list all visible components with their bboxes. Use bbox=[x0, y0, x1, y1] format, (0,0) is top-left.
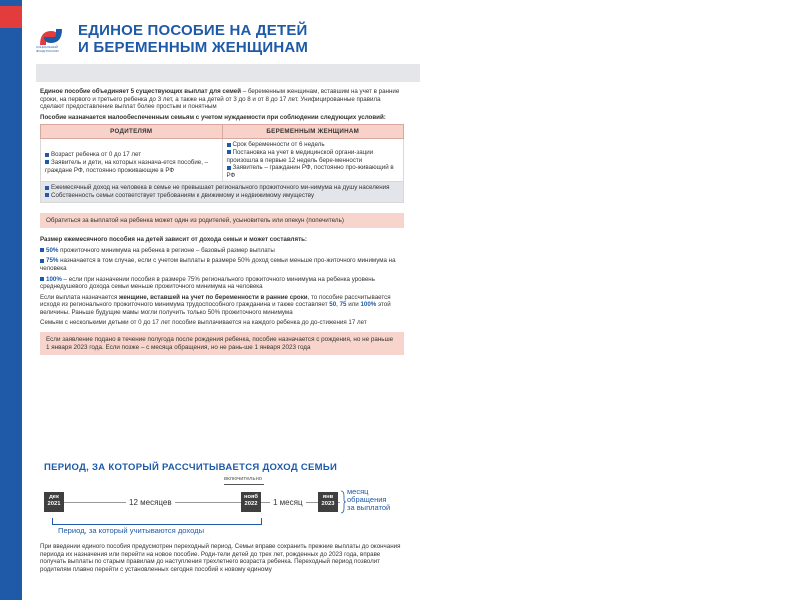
amount-item-75: 75% назначается в том случае, если с учетом выплаты в размере 50% доход семьи меньше про-житочного минимума на человека bbox=[40, 257, 396, 272]
bullet-icon bbox=[227, 143, 231, 147]
bullet-icon bbox=[45, 153, 49, 157]
main-content bbox=[40, 88, 404, 363]
date-box-nov-2022: нояб 2022 bbox=[241, 492, 261, 512]
income-period-label: Период, за который учитываются доходы bbox=[58, 526, 205, 535]
title-line-2: И БЕРЕМЕННЫМ ЖЕНЩИНАМ bbox=[78, 39, 309, 56]
bullet-icon bbox=[45, 193, 49, 197]
list-item: Собственность семьи соответствует требованиям к движимому и недвижимому имуществу bbox=[45, 192, 399, 200]
list-item: Срок беременности от 6 недель bbox=[227, 141, 400, 149]
note-application-timing: Если заявление подано в течение полугода после рождения ребенка, пособие назначается с рождения, но не раньше 1 января 2023 года. Если позже – с месяца обращения, но не рань-ше 1 января 2023 года bbox=[40, 332, 404, 355]
page-title bbox=[78, 22, 408, 56]
intro-paragraph: Единое пособие объединяет 5 существующих выплат для семей – беременным женщинам, вставшим на учет в ранние сроки, на первого и третьего ребенка до 3 лет, а также на детей от 3 до 8 и от 8 до 17 лет. Унифицированные правила сделают предоставление выплат более простым и понятным bbox=[40, 88, 400, 111]
bullet-icon bbox=[227, 166, 231, 170]
list-item: Заявитель и дети, на которых назнача-ется пособие, – граждане РФ, постоянно проживающие в РФ bbox=[45, 158, 209, 174]
one-month-label: 1 месяц bbox=[270, 498, 306, 507]
title-line-1: ЕДИНОЕ ПОСОБИЕ НА ДЕТЕЙ bbox=[78, 22, 308, 39]
list-item: Заявитель – гражданин РФ, постоянно про-живающий в РФ bbox=[226, 164, 394, 179]
list-item: Постановка на учет в медицинской органи-зации произошла в первые 12 недель бере-менности bbox=[226, 148, 374, 164]
note-who-applies: Обратиться за выплатой на ребенка может один из родителей, усыновитель или опекун (попечитель) bbox=[40, 213, 404, 229]
period-title: ПЕРИОД, ЗА КОТОРЫЙ РАССЧИТЫВАЕТСЯ ДОХОД СЕМЬИ bbox=[44, 462, 338, 473]
pregnant-paragraph: Если выплата назначается женщине, вставшей на учет по беременности в ранние сроки, то пособие рассчитывается исходя из регионального прожиточного минимума трудоспособного гражданина и также составляет 50, 75 или 100% этой величины. Раньше будущие мамы могли получить только 50% прожиточного минимума bbox=[40, 293, 391, 316]
column-header-parents: РОДИТЕЛЯМ bbox=[41, 125, 223, 139]
pregnant-conditions bbox=[222, 139, 404, 182]
application-month-label: месяц обращения за выплатой bbox=[347, 487, 391, 512]
amount-heading: Размер ежемесячного пособия на детей зависит от дохода семьи и может составлять: bbox=[40, 236, 307, 244]
brace-icon bbox=[340, 490, 346, 514]
inclusive-line bbox=[224, 484, 264, 485]
logo-text: СОЦИАЛЬНЫЙ ФОНД РОССИИ bbox=[36, 45, 59, 53]
side-stripe-red bbox=[0, 6, 22, 28]
bullet-icon bbox=[40, 277, 44, 281]
conditions-table bbox=[40, 124, 404, 202]
side-stripe bbox=[0, 90, 22, 600]
income-period-timeline bbox=[44, 476, 404, 536]
list-item: Возраст ребенка от 0 до 17 лет bbox=[45, 151, 218, 159]
bullet-icon bbox=[45, 186, 49, 190]
bullet-icon bbox=[45, 160, 49, 164]
header-divider-bar bbox=[36, 64, 420, 82]
date-box-dec-2021: дек 2021 bbox=[44, 492, 64, 512]
amount-item-50: 50% прожиточного минимума на ребенка в регионе – базовый размер выплаты bbox=[40, 247, 404, 255]
transition-paragraph: При введении единого пособия предусмотрен переходный период. Семьи вправе сохранить прежние выплаты до окончания периода их назначения или перейти на новое пособие. Роди-тели детей до трех лет, рожденных до 2023 года, вправе получать выплаты по старым правилам до наступления трехлетнего возраста ребенка. Переходный период позволит родителям плавно перейти с установленных сегодня пособий к новому единому bbox=[40, 543, 401, 573]
inclusive-label: включительно bbox=[224, 476, 262, 482]
many-children-paragraph: Семьям с несколькими детьми от 0 до 17 лет пособие выплачивается на каждого ребенка до до-стижения 17 лет bbox=[40, 319, 367, 327]
common-conditions bbox=[41, 182, 404, 202]
column-header-pregnant: БЕРЕМЕННЫМ ЖЕНЩИНАМ bbox=[222, 125, 404, 139]
date-box-jan-2023: янв 2023 bbox=[318, 492, 338, 512]
bullet-icon bbox=[227, 150, 231, 154]
bullet-icon bbox=[40, 248, 44, 252]
bullet-icon bbox=[40, 259, 44, 263]
conditions-heading: Пособие назначается малообеспеченным семьям с учетом нуждаемости при соблюдении следующих условий: bbox=[40, 113, 386, 121]
twelve-months-label: 12 месяцев bbox=[126, 498, 175, 507]
amount-item-100: 100% – если при назначении пособия в размере 75% регионального прожиточного минимума на ребенка уровень среднедушевого дохода семьи меньше прожиточного минимума на человека bbox=[40, 275, 375, 291]
parents-conditions bbox=[41, 139, 223, 182]
income-period-bracket bbox=[52, 518, 262, 525]
list-item: Ежемесячный доход на человека в семье не превышает регионального прожиточного ми-нимума на душу населения bbox=[45, 184, 399, 192]
